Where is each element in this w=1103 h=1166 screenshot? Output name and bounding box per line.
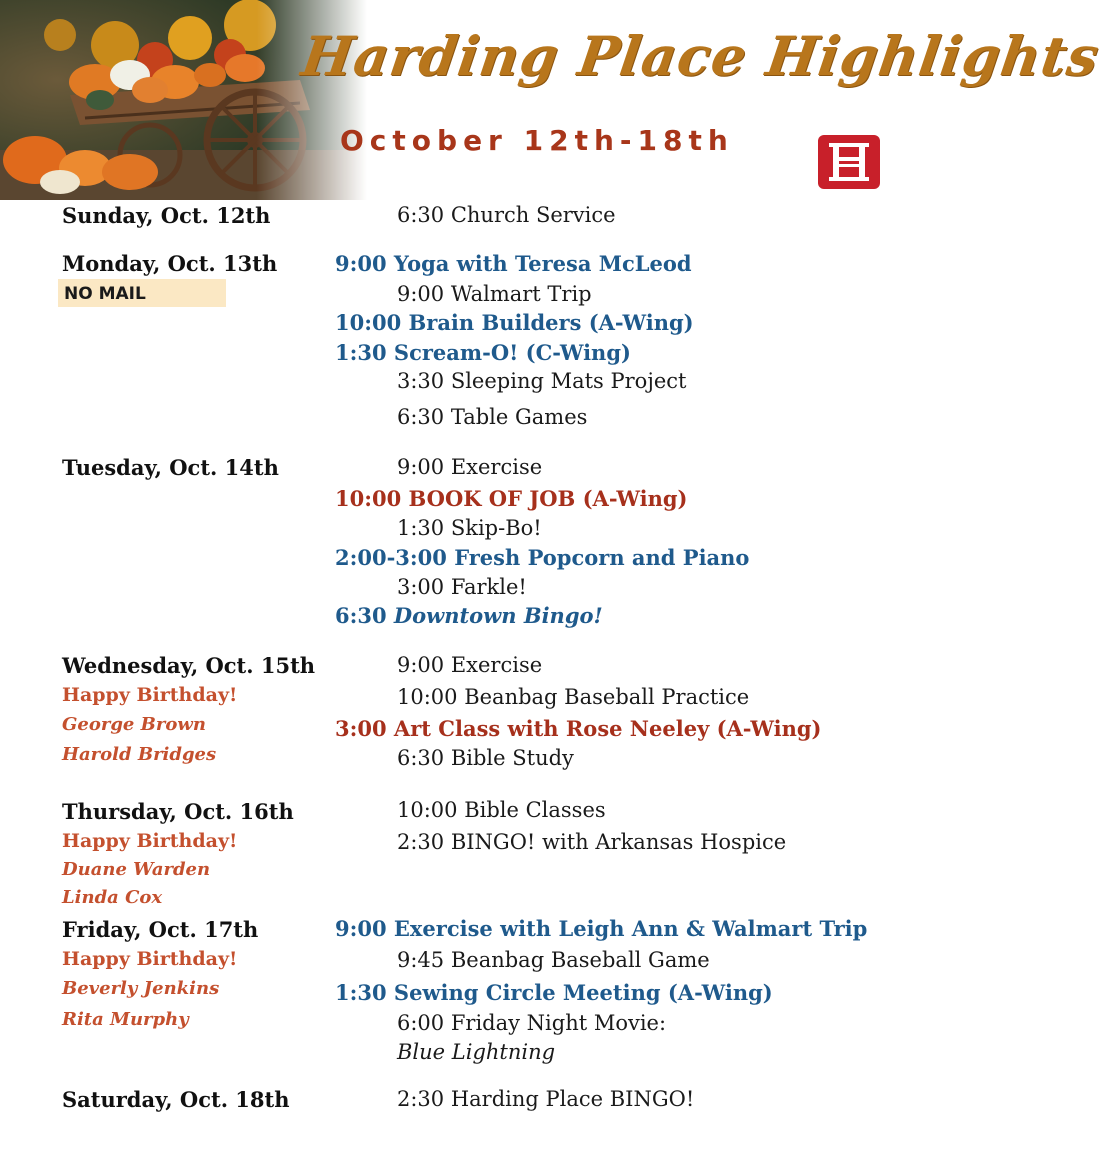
day-label-friday: Friday, Oct. 17th [62,917,259,942]
event-item [335,605,603,626]
day-label-sunday: Sunday, Oct. 12th [62,203,271,228]
header-banner [0,0,1103,200]
event-item: 2:00-3:00 Fresh Popcorn and Piano [335,545,750,570]
event-item: 9:00 Yoga with Teresa McLeod [335,251,692,276]
birthday-name: Harold Bridges [62,744,217,765]
date-range-subtitle: October 12th-18th [340,124,734,157]
event-item: 6:30 Table Games [397,405,588,429]
birthday-name: Linda Cox [62,887,163,908]
event-item: 9:00 Exercise [397,653,543,677]
movie-title: Blue Lightning [397,1040,556,1064]
event-item: 6:30 Bible Study [397,746,574,770]
event-item: 10:00 Brain Builders (A-Wing) [335,310,694,335]
event-item: 10:00 Bible Classes [397,798,606,822]
no-mail-note [58,279,226,307]
event-item: 10:00 BOOK OF JOB (A-Wing) [335,486,688,511]
event-item: 2:30 BINGO! with Arkansas Hospice [397,830,787,854]
event-item: 6:00 Friday Night Movie: [397,1011,667,1035]
birthday-name: Beverly Jenkins [62,978,220,999]
no-mail-text: NO MAIL [64,284,146,304]
event-item: 3:00 Art Class with Rose Neeley (A-Wing) [335,716,822,741]
event-item: 6:30 Church Service [397,203,616,227]
birthday-name: Rita Murphy [62,1009,189,1030]
event-item: 1:30 Sewing Circle Meeting (A-Wing) [335,980,773,1005]
event-title: Downtown Bingo! [393,603,603,628]
event-item: 1:30 Skip-Bo! [397,516,542,540]
event-item: 3:00 Farkle! [397,575,527,599]
event-time: 6:30 [335,603,394,628]
event-item: 1:30 Scream-O! (C-Wing) [335,340,631,365]
event-item: 10:00 Beanbag Baseball Practice [397,685,750,709]
day-label-monday: Monday, Oct. 13th [62,251,278,276]
birthday-name: Duane Warden [62,859,211,880]
day-label-tuesday: Tuesday, Oct. 14th [62,455,279,480]
event-item: 9:00 Exercise with Leigh Ann & Walmart Trip [335,916,868,941]
event-item: 3:30 Sleeping Mats Project [397,369,687,393]
birthday-name: George Brown [62,714,206,735]
day-label-wednesday: Wednesday, Oct. 15th [62,653,316,678]
day-label-thursday: Thursday, Oct. 16th [62,799,294,824]
event-item: 9:45 Beanbag Baseball Game [397,948,710,972]
event-item: 2:30 Harding Place BINGO! [397,1087,695,1111]
birthday-heading: Happy Birthday! [62,830,238,852]
event-item: 9:00 Walmart Trip [397,282,592,306]
event-item: 9:00 Exercise [397,455,543,479]
day-label-saturday: Saturday, Oct. 18th [62,1087,290,1112]
birthday-heading: Happy Birthday! [62,948,238,970]
harding-place-logo-icon [818,135,880,189]
birthday-heading: Happy Birthday! [62,684,238,706]
page-title: Harding Place Highlights [297,24,1103,88]
